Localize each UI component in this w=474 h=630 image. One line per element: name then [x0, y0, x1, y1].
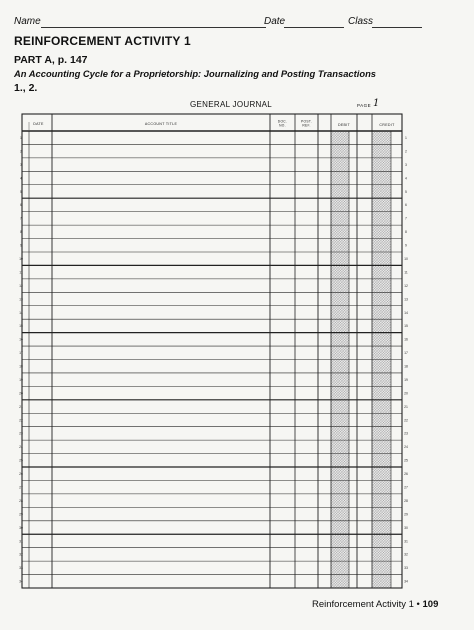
row-number-left: 19	[19, 377, 23, 382]
row-number-left: 17	[19, 351, 23, 356]
row-number-right: 33	[404, 566, 408, 571]
row-number-right: 4	[405, 176, 407, 181]
row-number-left: 4	[20, 176, 22, 181]
row-number-right: 11	[404, 270, 408, 275]
row-number-right: 3	[405, 162, 407, 167]
row-number-left: 7	[20, 216, 22, 221]
row-number-left: 8	[20, 230, 22, 235]
row-number-left: 33	[19, 566, 23, 571]
post-ref-header-line-1: POST.	[300, 119, 313, 124]
row-number-left: 34	[19, 579, 23, 584]
row-number-right: 9	[405, 243, 407, 248]
row-number-left: 32	[19, 552, 23, 557]
row-number-right: 31	[404, 539, 408, 544]
row-number-right: 21	[404, 404, 408, 409]
activity-title: REINFORCEMENT ACTIVITY 1	[14, 34, 191, 48]
row-number-right: 8	[405, 230, 407, 235]
row-number-left: 18	[19, 364, 23, 369]
row-number-right: 29	[404, 512, 408, 517]
journal-page-number: 1	[373, 98, 380, 109]
footer-bullet: •	[416, 599, 420, 610]
activity-subtitle: An Accounting Cycle for a Proprietorship: Journalizing and Posting Transactions	[14, 68, 377, 79]
page-footer	[312, 599, 438, 610]
row-number-left: 6	[20, 203, 22, 208]
row-number-left: 26	[19, 472, 23, 477]
row-number-left: 1	[20, 136, 22, 141]
row-number-left: 21	[19, 404, 23, 409]
row-number-right: 20	[404, 391, 408, 396]
row-number-right: 32	[404, 552, 408, 557]
journal-frame	[22, 114, 402, 588]
account-title-column-header: ACCOUNT TITLE	[144, 122, 178, 126]
date-column-header: DATE	[33, 122, 44, 126]
row-number-right: 22	[404, 418, 408, 423]
row-number-right: 25	[404, 458, 408, 463]
step-numbers: 1., 2.	[14, 82, 38, 94]
row-number-right: 12	[404, 283, 408, 288]
row-number-left: 5	[20, 189, 22, 194]
row-number-left: 12	[19, 283, 23, 288]
name-label: Name	[14, 16, 41, 27]
row-number-right: 23	[404, 431, 408, 436]
row-number-right: 16	[404, 337, 408, 342]
row-number-left: 16	[19, 337, 23, 342]
credit-column-header: CREDIT	[379, 123, 395, 127]
row-number-left: 15	[19, 324, 23, 329]
journal-rows	[19, 136, 408, 588]
row-number-right: 7	[405, 216, 407, 221]
row-number-left: 10	[19, 256, 23, 261]
row-number-left: 3	[20, 162, 22, 167]
row-number-right: 13	[404, 297, 408, 302]
row-number-left: 27	[19, 485, 23, 490]
journal-column-headers	[33, 120, 395, 128]
class-label: Class	[348, 16, 374, 27]
journal-page-label: PAGE	[357, 103, 372, 108]
row-number-right: 5	[405, 189, 407, 194]
doc-no-header-line-1: DOC.	[277, 119, 288, 124]
row-number-right: 28	[404, 498, 408, 503]
row-number-right: 18	[404, 364, 408, 369]
row-number-left: 28	[19, 498, 23, 503]
row-number-right: 26	[404, 472, 408, 477]
row-number-left: 22	[19, 418, 23, 423]
row-number-left: 30	[19, 525, 23, 530]
footer-label: Reinforcement Activity 1	[312, 599, 414, 610]
row-number-right: 15	[404, 324, 408, 329]
row-number-left: 25	[19, 458, 23, 463]
row-number-left: 2	[20, 149, 22, 154]
post-ref-header-line-2: REF.	[302, 123, 311, 128]
row-number-right: 1	[405, 136, 407, 141]
doc-no-header-line-2: NO.	[279, 123, 286, 128]
row-number-left: 20	[19, 391, 23, 396]
row-number-right: 10	[404, 256, 408, 261]
debit-column-header: DEBIT	[337, 123, 351, 127]
row-number-right: 14	[404, 310, 408, 315]
row-number-left: 29	[19, 512, 23, 517]
row-number-right: 19	[404, 377, 408, 382]
row-number-left: 23	[19, 431, 23, 436]
row-number-right: 24	[404, 445, 408, 450]
row-number-right: 30	[404, 525, 408, 530]
part-heading: PART A, p. 147	[14, 54, 88, 66]
row-number-right: 17	[404, 351, 408, 356]
row-number-right: 6	[405, 203, 407, 208]
row-number-right: 2	[405, 149, 407, 154]
row-number-right: 34	[404, 579, 408, 584]
row-number-left: 24	[19, 445, 23, 450]
row-number-left: 31	[19, 539, 23, 544]
row-number-left: 14	[19, 310, 23, 315]
row-number-left: 9	[20, 243, 22, 248]
footer-page-number: 109	[422, 599, 439, 610]
row-number-right: 27	[404, 485, 408, 490]
row-number-left: 11	[19, 270, 23, 275]
date-label: Date	[264, 16, 286, 27]
row-number-left: 13	[19, 297, 23, 302]
journal-title: GENERAL JOURNAL	[190, 100, 272, 109]
